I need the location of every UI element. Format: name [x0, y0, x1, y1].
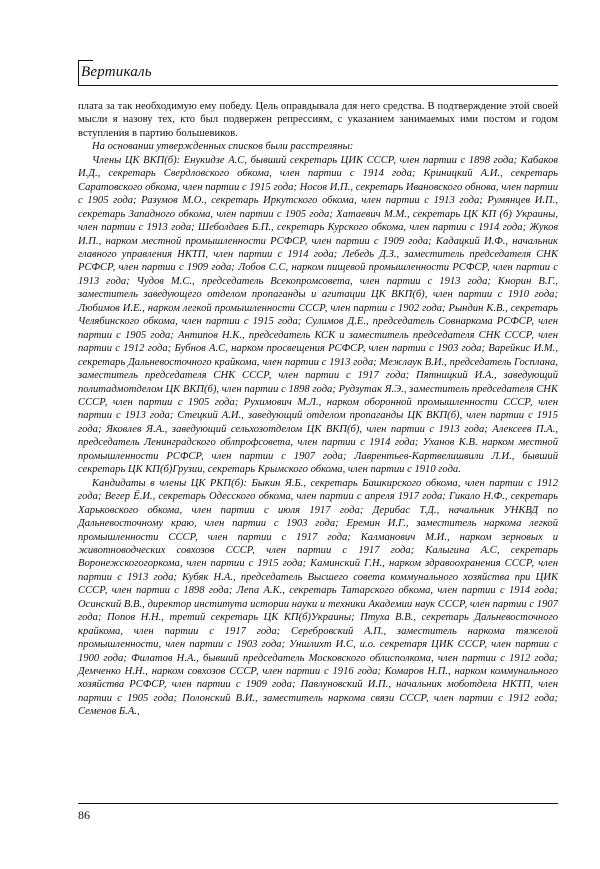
- running-header: [78, 58, 558, 88]
- intro-paragraph: плата за так необходимую ему победу. Цель оправдывала для него средства. В подтверждение этой своей мысли я назову тех, кто был подвержен репрессиям, с указанием занимаемых ими постом и годом вступления в партию большевиков.: [78, 101, 558, 139]
- page-body: [78, 100, 558, 719]
- footer-rule: [78, 803, 558, 804]
- candidates-paragraph: Кандидаты в члены ЦК РКП(б): Быкин Я.Б., секретарь Башкирского обкома, член партии с 1912 года; Вегер Ё.И., секретарь Одесского обкома, член партии с апреля 1917 года; Гикало Н.Ф., секретарь Харьковского обкома, член партии с июля 1917 года; Дерибас Т.Д., начальник УНКВД по Дальневосточному краю, член партии с 1903 года; Еремин И.Г., заместитель наркома легкой промышленности СССР, член партии с 1917 года; Калманович М.И., нарком зерновых и животноводческих совхозов СССР, член партии с 1917 года; Калыгина А.С, секретарь Воронежскогогоркома, член партии с 1915 года; Каминский Г.Н., нарком здравоохранения СССР, член партии с 1913 года; Кубяк Н.А., председатель Высшего совета коммунального хозяйства при ЦИК СССР, член партии с 1898 года; Лепа А.К., секретарь Татарского обкома, член партии с 1914 года; Осинский В.В., директор института истории науки и техники Академии наук СССР, член партии с 1907 года; Попов Н.Н., третий секретарь ЦК КП(б)Украины; Птуха В.В., секретарь Дальневосточного крайкома, член партии с 1917 года; Серебровский А.П., заместитель наркома тяжелой промышленности, член партии с 1903 года; Уншлихт И.С, и.о. секретаря ЦИК СССР, член партии с 1900 года; Филатов Н.А., бывший председатель Московского облисполкома, член партии с 1912 года; Демченко Н.Н., нарком совхозов СССР, член партии с 1916 года; Комаров Н.П., нарком коммунального хозяйства РСФСР, член партии с 1909 года; Павлуновский И.П., начальник моботдела НКТП, член партии с 1905 года; Полонский В.И., заместитель наркома связи СССР, член партии с 1912 года; Семенов Б.А.,: [78, 477, 558, 718]
- header-rule: [78, 85, 558, 86]
- members-paragraph: Члены ЦК ВКП(б): Енукидзе А.С, бывший секретарь ЦИК СССР, член партии с 1898 года; Кабаков И.Д., секретарь Свердловского обкома, член партии с 1914 года; Криницкий А.И., секретарь Саратовского обкома, член партии с 1915 года; Носов И.П., секретарь Ивановского обнова, член партии с 1905 года; Разумов М.О., секретарь Иркутского обкома, член партии с 1913 года; Румянцев И.П., секретарь Западного обкома, член партии с 1905 года; Хатаевич М.М., секретарь ЦК КП (б) Украины, член партии с 1913 года; Шеболдаев Б.П., секретарь Курского обкома, член партии с 1914 года; Жуков И.П., нарком местной промышленности РСФСР, член партии с 1909 года; Кадацкий И.Ф., начальник главного управления НКТП, член партии с 1914 года; Лебедь Д.З., заместитель председателя СНК РСФСР, член партии с 1909 года; Лобов С.С, нарком пищевой промышленности РСФСР, член партии с 1913 года; Чудов М.С., председатель Всекопромсовета, член партии с 1913 года; Кнорин В.Г., заместитель заведующего отделом пропаганды и агитации ЦК ВКП(б), член партии с 1910 года; Любимов И.Е., нарком легкой промышленности СССР, член партии с 1902 года; Рындин К.В., секретарь Челябинского обкома, член партии с 1915 года; Сулимов Д.Е., председатель Совнаркома РСФСР, член партии с 1905 года; Антипов Н.К., председатель КСК и заместитель председателя СНК СССР, член партии с 1912 года; Бубнов А.С, нарком просвещения РСФСР, член партии с 1903 года; Варейкис И.М., секретарь Дальневосточного крайкома, член партии с 1913 года; Межлаук В.И., председатель Госплана, заместитель председателя СНК СССР, член партии с 1917 года; Пятницкий И.А., заведующий политадмотделом ЦК ВКП(б), член партии с 1898 года; Рудзутак Я.Э., заместитель председателя СНК СССР, член партии с 1905 года; Рухимович М.Л., нарком оборонной промышленности СССР, член партии с 1913 года; Стецкий А.И., заведующий отделом пропаганды ЦК ВКП(б), член партии с 1915 года; Яковлев Я.А., заведующий сельхозотделом ЦК ВКП(б), член партии с 1913 года; Алексеев П.А., председатель Ленинградского облпрофсовета, член партии с 1914 года; Уханов К.В. нарком местной промышленности РСФСР, член партии с 1907 года; Лаврентьев-Картвелишвили Л.И., бывший секретарь ЦК КП(б)Грузии, секретарь Крымского обкома, член партии с 1910 года.: [78, 154, 558, 476]
- list-heading: На основании утвержденных списков были расстреляны:: [92, 141, 354, 153]
- page-number: 86: [78, 808, 90, 822]
- header-logo: Вертикаль: [81, 64, 152, 80]
